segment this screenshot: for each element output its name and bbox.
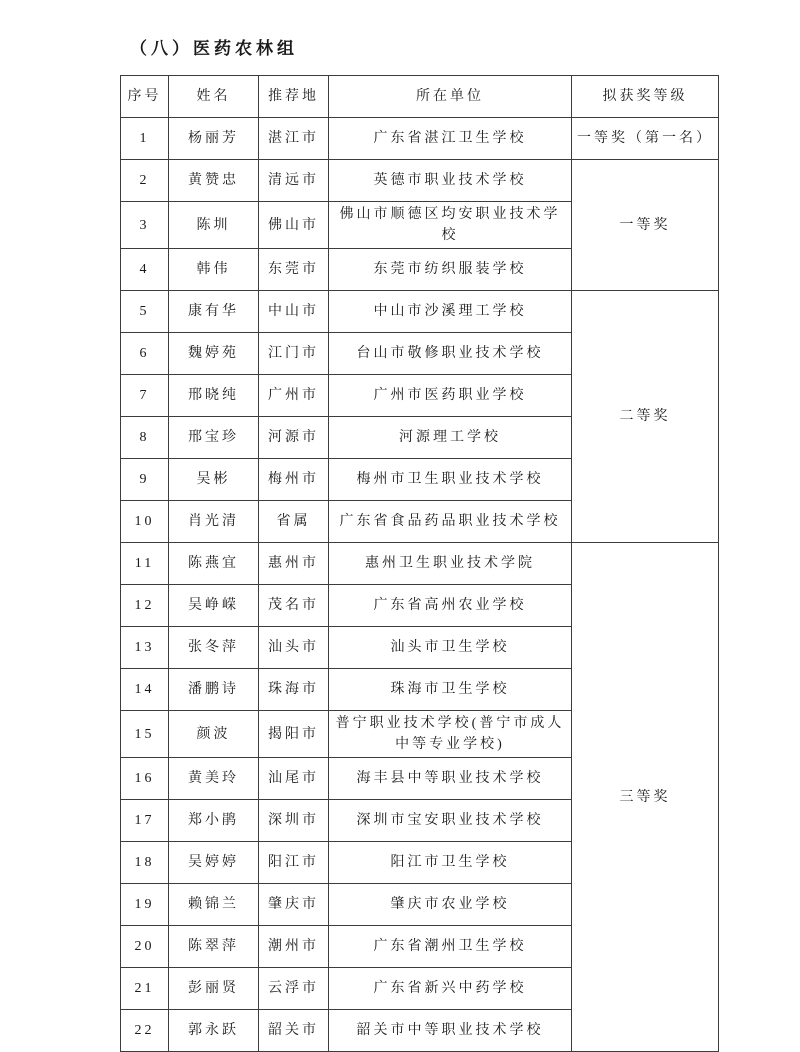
cell-name: 邢晓纯 <box>169 375 259 417</box>
cell-place: 珠海市 <box>259 669 329 711</box>
cell-index: 10 <box>121 501 169 543</box>
section-title: （八）医药农林组 <box>130 39 298 58</box>
cell-unit: 中山市沙溪理工学校 <box>329 291 572 333</box>
cell-unit: 汕头市卫生学校 <box>329 627 572 669</box>
cell-place: 江门市 <box>259 333 329 375</box>
table-row <box>121 291 719 333</box>
cell-unit: 广州市医药职业学校 <box>329 375 572 417</box>
cell-unit: 深圳市宝安职业技术学校 <box>329 800 572 842</box>
cell-name: 郑小鹃 <box>169 800 259 842</box>
cell-index: 15 <box>121 711 169 758</box>
cell-name: 康有华 <box>169 291 259 333</box>
cell-unit: 英德市职业技术学校 <box>329 160 572 202</box>
cell-index: 21 <box>121 968 169 1010</box>
cell-place: 惠州市 <box>259 543 329 585</box>
cell-index: 5 <box>121 291 169 333</box>
cell-unit: 广东省湛江卫生学校 <box>329 118 572 160</box>
cell-name: 黄赞忠 <box>169 160 259 202</box>
cell-index: 8 <box>121 417 169 459</box>
col-header-name: 姓名 <box>169 76 259 118</box>
header-row <box>121 76 719 118</box>
cell-unit: 河源理工学校 <box>329 417 572 459</box>
cell-unit: 肇庆市农业学校 <box>329 884 572 926</box>
cell-unit: 佛山市顺德区均安职业技术学校 <box>329 202 572 249</box>
cell-place: 阳江市 <box>259 842 329 884</box>
cell-index: 14 <box>121 669 169 711</box>
cell-name: 杨丽芳 <box>169 118 259 160</box>
cell-name: 韩伟 <box>169 249 259 291</box>
cell-unit: 梅州市卫生职业技术学校 <box>329 459 572 501</box>
cell-name: 黄美玲 <box>169 758 259 800</box>
cell-place: 韶关市 <box>259 1010 329 1052</box>
cell-place: 佛山市 <box>259 202 329 249</box>
cell-place: 揭阳市 <box>259 711 329 758</box>
cell-name: 陈翠萍 <box>169 926 259 968</box>
cell-unit: 广东省食品药品职业技术学校 <box>329 501 572 543</box>
cell-name: 陈圳 <box>169 202 259 249</box>
cell-index: 16 <box>121 758 169 800</box>
table-row <box>121 160 719 202</box>
cell-index: 7 <box>121 375 169 417</box>
cell-name: 邢宝珍 <box>169 417 259 459</box>
cell-name: 吴峥嵘 <box>169 585 259 627</box>
cell-name: 郭永跃 <box>169 1010 259 1052</box>
award-table <box>120 75 719 1052</box>
cell-unit: 广东省潮州卫生学校 <box>329 926 572 968</box>
col-header-unit: 所在单位 <box>329 76 572 118</box>
cell-award: 三等奖 <box>572 543 719 1052</box>
cell-place: 肇庆市 <box>259 884 329 926</box>
cell-index: 20 <box>121 926 169 968</box>
cell-unit: 惠州卫生职业技术学院 <box>329 543 572 585</box>
cell-place: 广州市 <box>259 375 329 417</box>
cell-unit: 韶关市中等职业技术学校 <box>329 1010 572 1052</box>
cell-index: 1 <box>121 118 169 160</box>
cell-index: 11 <box>121 543 169 585</box>
cell-index: 9 <box>121 459 169 501</box>
cell-place: 茂名市 <box>259 585 329 627</box>
cell-name: 魏婷苑 <box>169 333 259 375</box>
cell-award: 一等奖 <box>572 160 719 291</box>
cell-index: 19 <box>121 884 169 926</box>
cell-unit: 海丰县中等职业技术学校 <box>329 758 572 800</box>
cell-place: 省属 <box>259 501 329 543</box>
cell-unit: 普宁职业技术学校(普宁市成人中等专业学校) <box>329 711 572 758</box>
cell-index: 4 <box>121 249 169 291</box>
cell-name: 颜波 <box>169 711 259 758</box>
cell-index: 12 <box>121 585 169 627</box>
cell-place: 中山市 <box>259 291 329 333</box>
cell-name: 张冬萍 <box>169 627 259 669</box>
cell-award: 一等奖（第一名） <box>572 118 719 160</box>
cell-index: 6 <box>121 333 169 375</box>
cell-unit: 阳江市卫生学校 <box>329 842 572 884</box>
cell-place: 潮州市 <box>259 926 329 968</box>
table-body <box>121 118 719 1052</box>
cell-name: 潘鹏诗 <box>169 669 259 711</box>
cell-name: 彭丽贤 <box>169 968 259 1010</box>
cell-name: 陈燕宜 <box>169 543 259 585</box>
cell-place: 深圳市 <box>259 800 329 842</box>
cell-award: 二等奖 <box>572 291 719 543</box>
cell-name: 吴彬 <box>169 459 259 501</box>
cell-index: 3 <box>121 202 169 249</box>
cell-unit: 广东省高州农业学校 <box>329 585 572 627</box>
cell-place: 河源市 <box>259 417 329 459</box>
cell-index: 13 <box>121 627 169 669</box>
cell-unit: 广东省新兴中药学校 <box>329 968 572 1010</box>
cell-unit: 台山市敬修职业技术学校 <box>329 333 572 375</box>
col-header-place: 推荐地 <box>259 76 329 118</box>
cell-place: 汕头市 <box>259 627 329 669</box>
cell-name: 肖光清 <box>169 501 259 543</box>
cell-index: 2 <box>121 160 169 202</box>
cell-place: 清远市 <box>259 160 329 202</box>
cell-place: 湛江市 <box>259 118 329 160</box>
table-row <box>121 543 719 585</box>
cell-name: 赖锦兰 <box>169 884 259 926</box>
table-row <box>121 118 719 160</box>
cell-name: 吴婷婷 <box>169 842 259 884</box>
cell-place: 东莞市 <box>259 249 329 291</box>
cell-place: 汕尾市 <box>259 758 329 800</box>
cell-index: 18 <box>121 842 169 884</box>
cell-unit: 珠海市卫生学校 <box>329 669 572 711</box>
cell-unit: 东莞市纺织服装学校 <box>329 249 572 291</box>
cell-index: 17 <box>121 800 169 842</box>
cell-place: 梅州市 <box>259 459 329 501</box>
col-header-index: 序号 <box>121 76 169 118</box>
col-header-award: 拟获奖等级 <box>572 76 719 118</box>
cell-place: 云浮市 <box>259 968 329 1010</box>
cell-index: 22 <box>121 1010 169 1052</box>
